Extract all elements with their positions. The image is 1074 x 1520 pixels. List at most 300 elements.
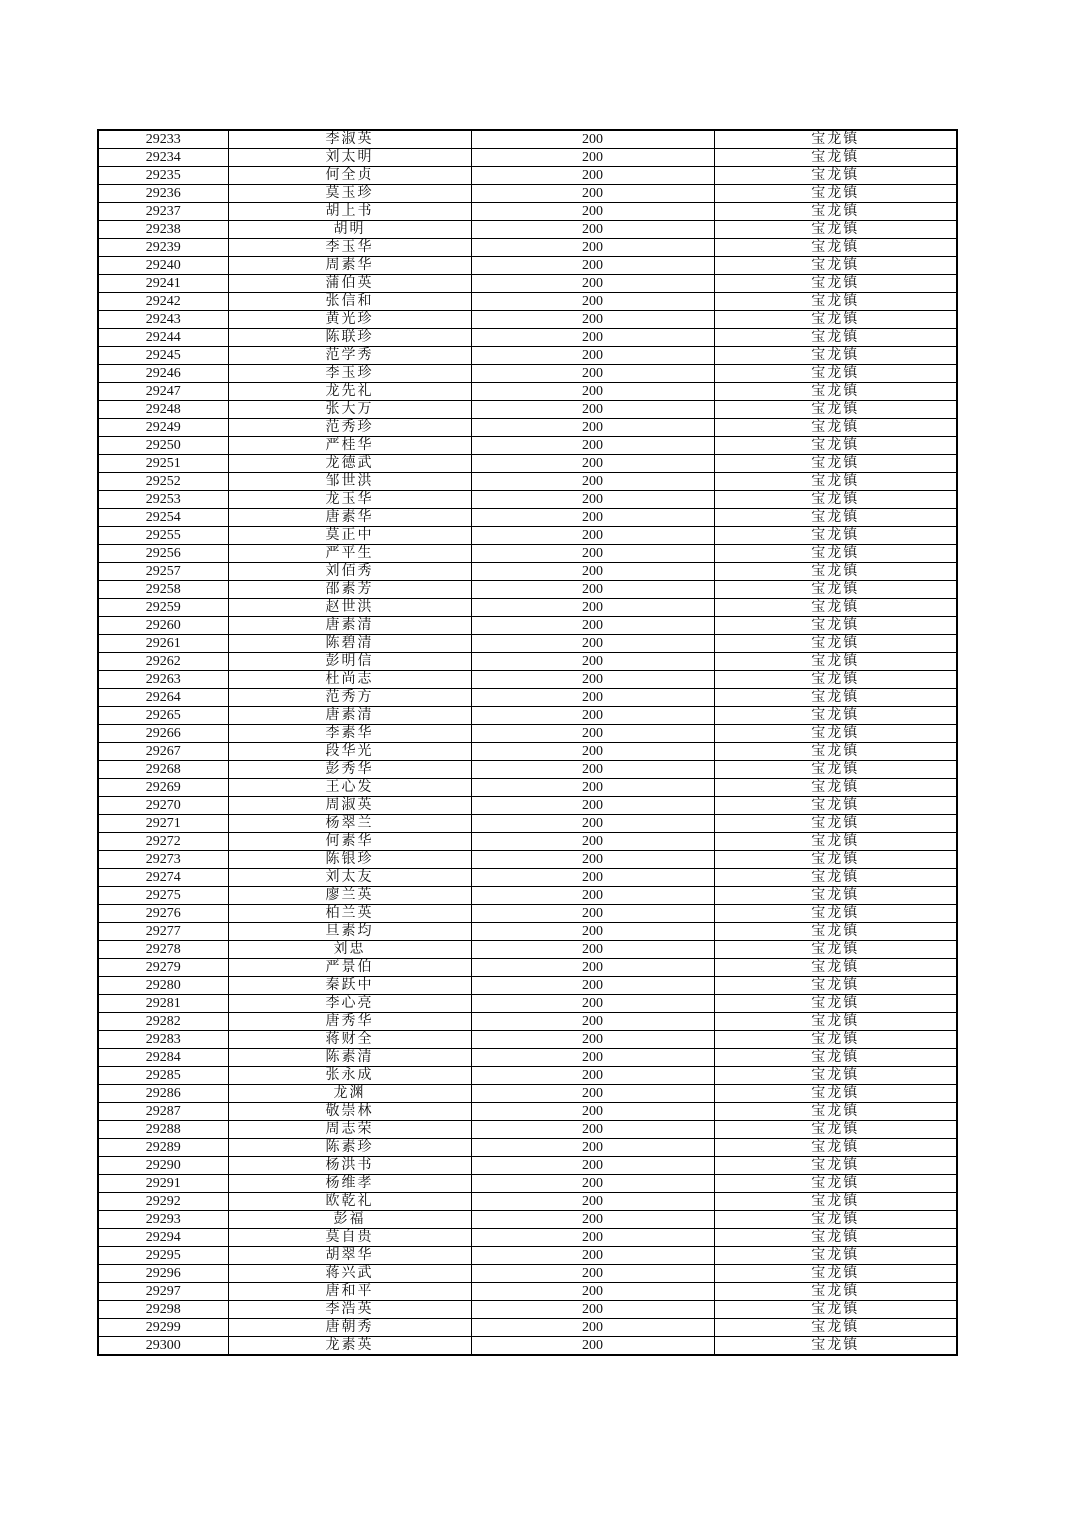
town-cell: 宝龙镇 [714,833,957,851]
row-number-cell: 29279 [98,959,228,977]
name-cell: 胡翠华 [228,1247,471,1265]
row-number-cell: 29270 [98,797,228,815]
table-row [98,779,957,797]
row-number-cell: 29234 [98,149,228,167]
table-row [98,581,957,599]
town-cell: 宝龙镇 [714,167,957,185]
name-cell: 柏兰英 [228,905,471,923]
name-cell: 秦跃中 [228,977,471,995]
name-cell: 龙先礼 [228,383,471,401]
row-number-cell: 29266 [98,725,228,743]
table-row [98,1139,957,1157]
row-number-cell: 29278 [98,941,228,959]
name-cell: 刘太友 [228,869,471,887]
name-cell: 唐朝秀 [228,1319,471,1337]
town-cell: 宝龙镇 [714,491,957,509]
row-number-cell: 29235 [98,167,228,185]
town-cell: 宝龙镇 [714,1319,957,1337]
table-row [98,329,957,347]
name-cell: 赵世洪 [228,599,471,617]
name-cell: 刘佰秀 [228,563,471,581]
town-cell: 宝龙镇 [714,815,957,833]
table-row [98,1085,957,1103]
town-cell: 宝龙镇 [714,419,957,437]
table-row [98,1157,957,1175]
table-row [98,1193,957,1211]
amount-cell: 200 [471,275,714,293]
table-row [98,1103,957,1121]
table-row [98,563,957,581]
name-cell: 刘太明 [228,149,471,167]
town-cell: 宝龙镇 [714,1301,957,1319]
row-number-cell: 29300 [98,1337,228,1356]
table-row [98,401,957,419]
table-row [98,293,957,311]
amount-cell: 200 [471,887,714,905]
town-cell: 宝龙镇 [714,581,957,599]
row-number-cell: 29282 [98,1013,228,1031]
town-cell: 宝龙镇 [714,1103,957,1121]
amount-cell: 200 [471,365,714,383]
table-row [98,491,957,509]
row-number-cell: 29242 [98,293,228,311]
amount-cell: 200 [471,995,714,1013]
name-cell: 周素华 [228,257,471,275]
amount-cell: 200 [471,959,714,977]
row-number-cell: 29249 [98,419,228,437]
amount-cell: 200 [471,1121,714,1139]
amount-cell: 200 [471,311,714,329]
name-cell: 李淑英 [228,130,471,149]
name-cell: 龙德武 [228,455,471,473]
town-cell: 宝龙镇 [714,923,957,941]
table-row [98,905,957,923]
amount-cell: 200 [471,1175,714,1193]
table-row [98,743,957,761]
row-number-cell: 29250 [98,437,228,455]
amount-cell: 200 [471,1211,714,1229]
town-cell: 宝龙镇 [714,599,957,617]
name-cell: 邵素芳 [228,581,471,599]
amount-cell: 200 [471,130,714,149]
table-row [98,1031,957,1049]
name-cell: 陈素清 [228,1049,471,1067]
town-cell: 宝龙镇 [714,635,957,653]
amount-cell: 200 [471,221,714,239]
name-cell: 欧乾礼 [228,1193,471,1211]
table-row [98,869,957,887]
town-cell: 宝龙镇 [714,725,957,743]
data-table [97,129,958,1356]
row-number-cell: 29295 [98,1247,228,1265]
amount-cell: 200 [471,437,714,455]
name-cell: 胡明 [228,221,471,239]
amount-cell: 200 [471,149,714,167]
name-cell: 陈素珍 [228,1139,471,1157]
table-row [98,833,957,851]
row-number-cell: 29287 [98,1103,228,1121]
row-number-cell: 29274 [98,869,228,887]
town-cell: 宝龙镇 [714,1157,957,1175]
town-cell: 宝龙镇 [714,869,957,887]
amount-cell: 200 [471,581,714,599]
row-number-cell: 29263 [98,671,228,689]
row-number-cell: 29265 [98,707,228,725]
amount-cell: 200 [471,1229,714,1247]
town-cell: 宝龙镇 [714,1193,957,1211]
name-cell: 杨维孝 [228,1175,471,1193]
town-cell: 宝龙镇 [714,1121,957,1139]
name-cell: 蒲伯英 [228,275,471,293]
town-cell: 宝龙镇 [714,1175,957,1193]
row-number-cell: 29284 [98,1049,228,1067]
row-number-cell: 29286 [98,1085,228,1103]
table-row [98,347,957,365]
name-cell: 廖兰英 [228,887,471,905]
amount-cell: 200 [471,977,714,995]
town-cell: 宝龙镇 [714,743,957,761]
table-row [98,437,957,455]
town-cell: 宝龙镇 [714,671,957,689]
name-cell: 何素华 [228,833,471,851]
amount-cell: 200 [471,1013,714,1031]
table-row [98,599,957,617]
town-cell: 宝龙镇 [714,455,957,473]
name-cell: 唐素华 [228,509,471,527]
amount-cell: 200 [471,1031,714,1049]
amount-cell: 200 [471,725,714,743]
row-number-cell: 29275 [98,887,228,905]
table-row [98,311,957,329]
town-cell: 宝龙镇 [714,1085,957,1103]
table-row [98,1121,957,1139]
town-cell: 宝龙镇 [714,905,957,923]
row-number-cell: 29240 [98,257,228,275]
amount-cell: 200 [471,779,714,797]
table-row [98,365,957,383]
table-row [98,203,957,221]
name-cell: 李浩英 [228,1301,471,1319]
amount-cell: 200 [471,1103,714,1121]
name-cell: 陈银珍 [228,851,471,869]
row-number-cell: 29271 [98,815,228,833]
town-cell: 宝龙镇 [714,1265,957,1283]
amount-cell: 200 [471,941,714,959]
town-cell: 宝龙镇 [714,257,957,275]
amount-cell: 200 [471,203,714,221]
town-cell: 宝龙镇 [714,653,957,671]
amount-cell: 200 [471,563,714,581]
table-row [98,995,957,1013]
table-row [98,1175,957,1193]
table-row [98,815,957,833]
town-cell: 宝龙镇 [714,130,957,149]
row-number-cell: 29245 [98,347,228,365]
town-cell: 宝龙镇 [714,149,957,167]
table-row [98,941,957,959]
row-number-cell: 29299 [98,1319,228,1337]
row-number-cell: 29290 [98,1157,228,1175]
name-cell: 杨翠兰 [228,815,471,833]
row-number-cell: 29264 [98,689,228,707]
table-row [98,383,957,401]
amount-cell: 200 [471,1085,714,1103]
town-cell: 宝龙镇 [714,401,957,419]
amount-cell: 200 [471,1283,714,1301]
amount-cell: 200 [471,833,714,851]
name-cell: 严桂华 [228,437,471,455]
amount-cell: 200 [471,1265,714,1283]
town-cell: 宝龙镇 [714,689,957,707]
town-cell: 宝龙镇 [714,527,957,545]
town-cell: 宝龙镇 [714,779,957,797]
amount-cell: 200 [471,1247,714,1265]
town-cell: 宝龙镇 [714,851,957,869]
name-cell: 莫玉珍 [228,185,471,203]
town-cell: 宝龙镇 [714,959,957,977]
row-number-cell: 29248 [98,401,228,419]
name-cell: 陈联珍 [228,329,471,347]
amount-cell: 200 [471,401,714,419]
town-cell: 宝龙镇 [714,545,957,563]
table-row [98,1319,957,1337]
table-row [98,1301,957,1319]
table-row [98,1337,957,1356]
amount-cell: 200 [471,1337,714,1356]
amount-cell: 200 [471,761,714,779]
name-cell: 严景伯 [228,959,471,977]
name-cell: 陈碧清 [228,635,471,653]
name-cell: 杜尚志 [228,671,471,689]
row-number-cell: 29241 [98,275,228,293]
name-cell: 范秀方 [228,689,471,707]
name-cell: 旦素均 [228,923,471,941]
row-number-cell: 29294 [98,1229,228,1247]
name-cell: 唐素清 [228,617,471,635]
name-cell: 段华光 [228,743,471,761]
table-row [98,1247,957,1265]
table-row [98,473,957,491]
table-row [98,239,957,257]
table-row [98,509,957,527]
name-cell: 胡上书 [228,203,471,221]
amount-cell: 200 [471,455,714,473]
name-cell: 蒋财全 [228,1031,471,1049]
town-cell: 宝龙镇 [714,1139,957,1157]
town-cell: 宝龙镇 [714,221,957,239]
name-cell: 彭秀华 [228,761,471,779]
name-cell: 李玉华 [228,239,471,257]
town-cell: 宝龙镇 [714,365,957,383]
amount-cell: 200 [471,473,714,491]
amount-cell: 200 [471,689,714,707]
table-row [98,167,957,185]
name-cell: 张大万 [228,401,471,419]
amount-cell: 200 [471,527,714,545]
name-cell: 唐和平 [228,1283,471,1301]
name-cell: 蒋兴武 [228,1265,471,1283]
name-cell: 敬崇林 [228,1103,471,1121]
table-row [98,977,957,995]
town-cell: 宝龙镇 [714,203,957,221]
row-number-cell: 29268 [98,761,228,779]
row-number-cell: 29262 [98,653,228,671]
amount-cell: 200 [471,239,714,257]
name-cell: 刘忠 [228,941,471,959]
row-number-cell: 29257 [98,563,228,581]
amount-cell: 200 [471,383,714,401]
row-number-cell: 29283 [98,1031,228,1049]
table-row [98,1265,957,1283]
row-number-cell: 29236 [98,185,228,203]
name-cell: 周淑英 [228,797,471,815]
name-cell: 龙素英 [228,1337,471,1356]
table-body [98,130,957,1355]
amount-cell: 200 [471,635,714,653]
amount-cell: 200 [471,671,714,689]
table-row [98,545,957,563]
table-row [98,959,957,977]
town-cell: 宝龙镇 [714,185,957,203]
table-row [98,221,957,239]
table-row [98,689,957,707]
row-number-cell: 29253 [98,491,228,509]
town-cell: 宝龙镇 [714,1247,957,1265]
row-number-cell: 29254 [98,509,228,527]
town-cell: 宝龙镇 [714,383,957,401]
name-cell: 彭福 [228,1211,471,1229]
amount-cell: 200 [471,617,714,635]
row-number-cell: 29239 [98,239,228,257]
name-cell: 莫自贵 [228,1229,471,1247]
amount-cell: 200 [471,653,714,671]
amount-cell: 200 [471,509,714,527]
name-cell: 李心亮 [228,995,471,1013]
table-row [98,1013,957,1031]
town-cell: 宝龙镇 [714,1229,957,1247]
table-row [98,707,957,725]
row-number-cell: 29237 [98,203,228,221]
table-row [98,130,957,149]
amount-cell: 200 [471,797,714,815]
row-number-cell: 29251 [98,455,228,473]
amount-cell: 200 [471,707,714,725]
table-row [98,923,957,941]
table-row [98,1229,957,1247]
row-number-cell: 29298 [98,1301,228,1319]
amount-cell: 200 [471,1049,714,1067]
name-cell: 周志荣 [228,1121,471,1139]
name-cell: 李玉珍 [228,365,471,383]
table-row [98,419,957,437]
row-number-cell: 29272 [98,833,228,851]
amount-cell: 200 [471,851,714,869]
name-cell: 彭明信 [228,653,471,671]
town-cell: 宝龙镇 [714,707,957,725]
town-cell: 宝龙镇 [714,1283,957,1301]
amount-cell: 200 [471,491,714,509]
town-cell: 宝龙镇 [714,995,957,1013]
name-cell: 李素华 [228,725,471,743]
amount-cell: 200 [471,923,714,941]
table-row [98,1283,957,1301]
row-number-cell: 29292 [98,1193,228,1211]
row-number-cell: 29255 [98,527,228,545]
town-cell: 宝龙镇 [714,1031,957,1049]
name-cell: 龙玉华 [228,491,471,509]
town-cell: 宝龙镇 [714,1337,957,1356]
town-cell: 宝龙镇 [714,329,957,347]
table-row [98,1067,957,1085]
amount-cell: 200 [471,185,714,203]
row-number-cell: 29293 [98,1211,228,1229]
town-cell: 宝龙镇 [714,1013,957,1031]
row-number-cell: 29285 [98,1067,228,1085]
table-row [98,1049,957,1067]
amount-cell: 200 [471,1319,714,1337]
name-cell: 何全贞 [228,167,471,185]
row-number-cell: 29252 [98,473,228,491]
town-cell: 宝龙镇 [714,239,957,257]
town-cell: 宝龙镇 [714,761,957,779]
town-cell: 宝龙镇 [714,563,957,581]
table-row [98,653,957,671]
town-cell: 宝龙镇 [714,1049,957,1067]
table-row [98,275,957,293]
table-row [98,671,957,689]
amount-cell: 200 [471,599,714,617]
table-row [98,635,957,653]
name-cell: 杨洪书 [228,1157,471,1175]
table-row [98,761,957,779]
row-number-cell: 29281 [98,995,228,1013]
row-number-cell: 29276 [98,905,228,923]
row-number-cell: 29297 [98,1283,228,1301]
amount-cell: 200 [471,545,714,563]
town-cell: 宝龙镇 [714,977,957,995]
row-number-cell: 29288 [98,1121,228,1139]
amount-cell: 200 [471,743,714,761]
table-row [98,257,957,275]
name-cell: 张永成 [228,1067,471,1085]
town-cell: 宝龙镇 [714,293,957,311]
town-cell: 宝龙镇 [714,617,957,635]
amount-cell: 200 [471,347,714,365]
table-row [98,617,957,635]
table-row [98,725,957,743]
amount-cell: 200 [471,1301,714,1319]
amount-cell: 200 [471,1193,714,1211]
town-cell: 宝龙镇 [714,797,957,815]
table-row [98,527,957,545]
town-cell: 宝龙镇 [714,941,957,959]
row-number-cell: 29267 [98,743,228,761]
table-row [98,185,957,203]
row-number-cell: 29247 [98,383,228,401]
name-cell: 唐素清 [228,707,471,725]
amount-cell: 200 [471,329,714,347]
row-number-cell: 29244 [98,329,228,347]
town-cell: 宝龙镇 [714,311,957,329]
table-row [98,887,957,905]
row-number-cell: 29273 [98,851,228,869]
amount-cell: 200 [471,419,714,437]
amount-cell: 200 [471,257,714,275]
row-number-cell: 29261 [98,635,228,653]
row-number-cell: 29260 [98,617,228,635]
name-cell: 严平生 [228,545,471,563]
amount-cell: 200 [471,815,714,833]
